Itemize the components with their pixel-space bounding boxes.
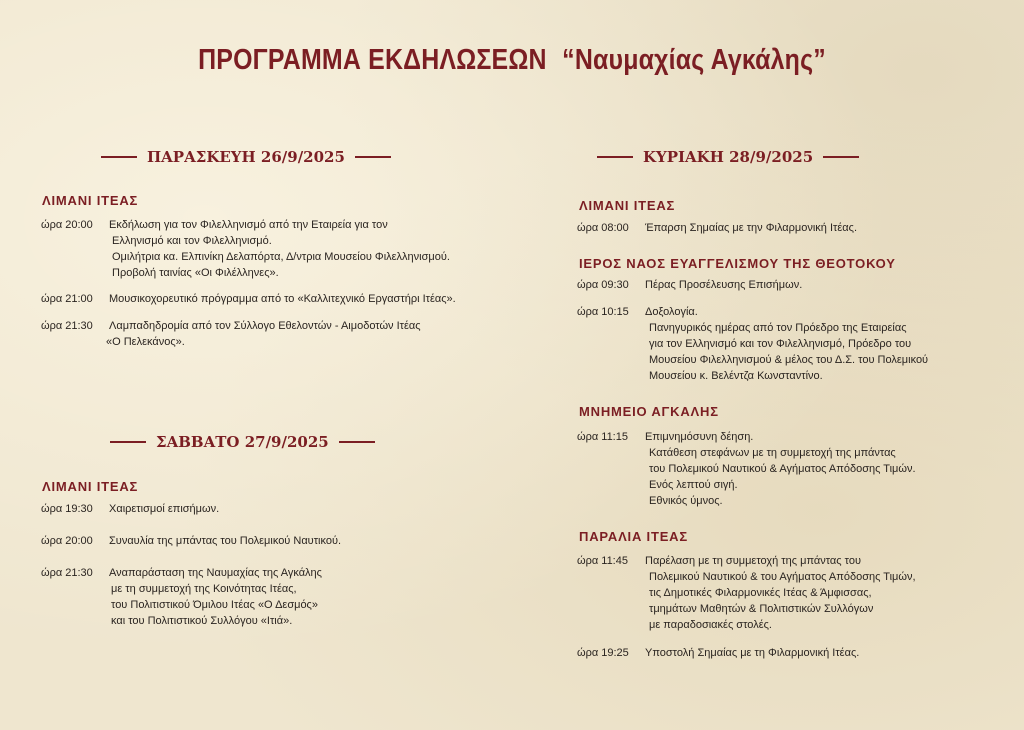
event-time: ώρα 11:45: [577, 555, 628, 567]
day-heading-saturday: ΣΑΒΒΑΤΟ 27/9/2025: [110, 433, 375, 451]
event-time: ώρα 08:00: [577, 222, 629, 234]
title-quoted: “Ναυμαχίας Αγκάλης”: [562, 44, 826, 76]
event-description: Παρέλαση με τη συμμετοχή της μπάντας του Πολεμικού Ναυτικού & του Αγήματος Απόδοσης Τιμών, τις Δημοτικές Φιλαρμονικές Ιτέας & Άμφισσας, τμημάτων Μαθητών & Πολιτιστικών Συλλόγων με παραδοσιακές στολές.: [645, 555, 916, 631]
heading-rule: [101, 156, 137, 158]
event-entry: [41, 501, 219, 517]
heading-rule: [339, 441, 375, 443]
event-entry: [41, 217, 450, 281]
event-description: Επιμνημόσυνη δέηση. Κατάθεση στεφάνων με τη συμμετοχή της μπάντας του Πολεμικού Ναυτικού & Αγήματος Απόδοσης Τιμών. Ενός λεπτού σιγή. Εθνικός ύμνος.: [645, 431, 916, 507]
heading-rule: [823, 156, 859, 158]
event-entry: [577, 220, 857, 236]
title-main: ΠΡΟΓΡΑΜΜΑ ΕΚΔΗΛΩΣΕΩΝ: [198, 44, 547, 76]
page-title: [72, 44, 953, 77]
event-entry: [41, 291, 456, 307]
heading-rule: [597, 156, 633, 158]
event-entry: [41, 533, 341, 549]
event-description: Χαιρετισμοί επισήμων.: [109, 503, 220, 515]
location-label: ΜΝΗΜΕΙΟ ΑΓΚΑΛΗΣ: [579, 404, 719, 419]
location-label: ΙΕΡΟΣ ΝΑΟΣ ΕΥΑΓΓΕΛΙΣΜΟΥ ΤΗΣ ΘΕΟΤΟΚΟΥ: [579, 256, 896, 271]
location-label: ΛΙΜΑΝΙ ΙΤΕΑΣ: [579, 198, 676, 213]
event-description: Συναυλία της μπάντας του Πολεμικού Ναυτικού.: [109, 535, 342, 547]
event-time: ώρα 21:30: [41, 567, 93, 579]
event-entry: [41, 565, 322, 629]
event-entry: [577, 277, 802, 293]
event-entry: [577, 553, 916, 633]
event-description: Μουσικοχορευτικό πρόγραμμα από το «Καλλιτεχνικό Εργαστήρι Ιτέας».: [109, 293, 456, 305]
event-time: ώρα 20:00: [41, 219, 93, 231]
event-description: Πέρας Προσέλευσης Επισήμων.: [645, 279, 803, 291]
event-time: ώρα 11:15: [577, 431, 628, 443]
event-entry: [577, 645, 859, 661]
event-description: Έπαρση Σημαίας με την Φιλαρμονική Ιτέας.: [645, 222, 857, 234]
event-time: ώρα 10:15: [577, 306, 629, 318]
event-description: Δοξολογία. Πανηγυρικός ημέρας από τον Πρόεδρο της Εταιρείας για τον Ελληνισμό και τον Φιλελληνισμό, Πρόεδρο του Μουσείου Φιλελληνισμού & μέλος του Δ.Σ. του Πολεμικού Μουσείου κ. Βελέντζα Κωνσταντίνο.: [645, 306, 929, 382]
heading-rule: [355, 156, 391, 158]
event-time: ώρα 20:00: [41, 535, 93, 547]
day-heading-sunday: ΚΥΡΙΑΚΗ 28/9/2025: [597, 148, 859, 166]
event-entry: [577, 429, 916, 509]
heading-rule: [110, 441, 146, 443]
location-label: ΛΙΜΑΝΙ ΙΤΕΑΣ: [42, 193, 139, 208]
event-description: Υποστολή Σημαίας με τη Φιλαρμονική Ιτέας.: [645, 647, 860, 659]
event-entry: [41, 318, 421, 350]
event-time: ώρα 09:30: [577, 279, 629, 291]
event-time: ώρα 19:25: [577, 647, 629, 659]
location-label: ΛΙΜΑΝΙ ΙΤΕΑΣ: [42, 479, 139, 494]
event-description: Λαμπαδηδρομία από τον Σύλλογο Εθελοντών - Αιμοδοτών Ιτέας «Ο Πελεκάνος».: [106, 320, 421, 348]
event-time: ώρα 21:00: [41, 293, 93, 305]
event-time: ώρα 19:30: [41, 503, 93, 515]
event-description: Αναπαράσταση της Ναυμαχίας της Αγκάλης με τη συμμετοχή της Κοινότητας Ιτέας, του Πολιτιστικού Όμιλου Ιτέας «Ο Δεσμός» και του Πολιτιστικού Συλλόγου «Ιτιά».: [109, 567, 322, 627]
event-description: Εκδήλωση για τον Φιλελληνισμό από την Εταιρεία για τον Ελληνισμό και τον Φιλελληνισμό. Ομιλήτρια κα. Ελπινίκη Δελαπόρτα, Δ/ντρια Μουσείου Φιλελληνισμού. Προβολή ταινίας «Οι Φιλέλληνες».: [109, 219, 450, 279]
location-label: ΠΑΡΑΛΙΑ ΙΤΕΑΣ: [579, 529, 688, 544]
event-time: ώρα 21:30: [41, 320, 93, 332]
day-heading-friday: ΠΑΡΑΣΚΕΥΗ 26/9/2025: [101, 148, 391, 166]
event-entry: [577, 304, 928, 384]
